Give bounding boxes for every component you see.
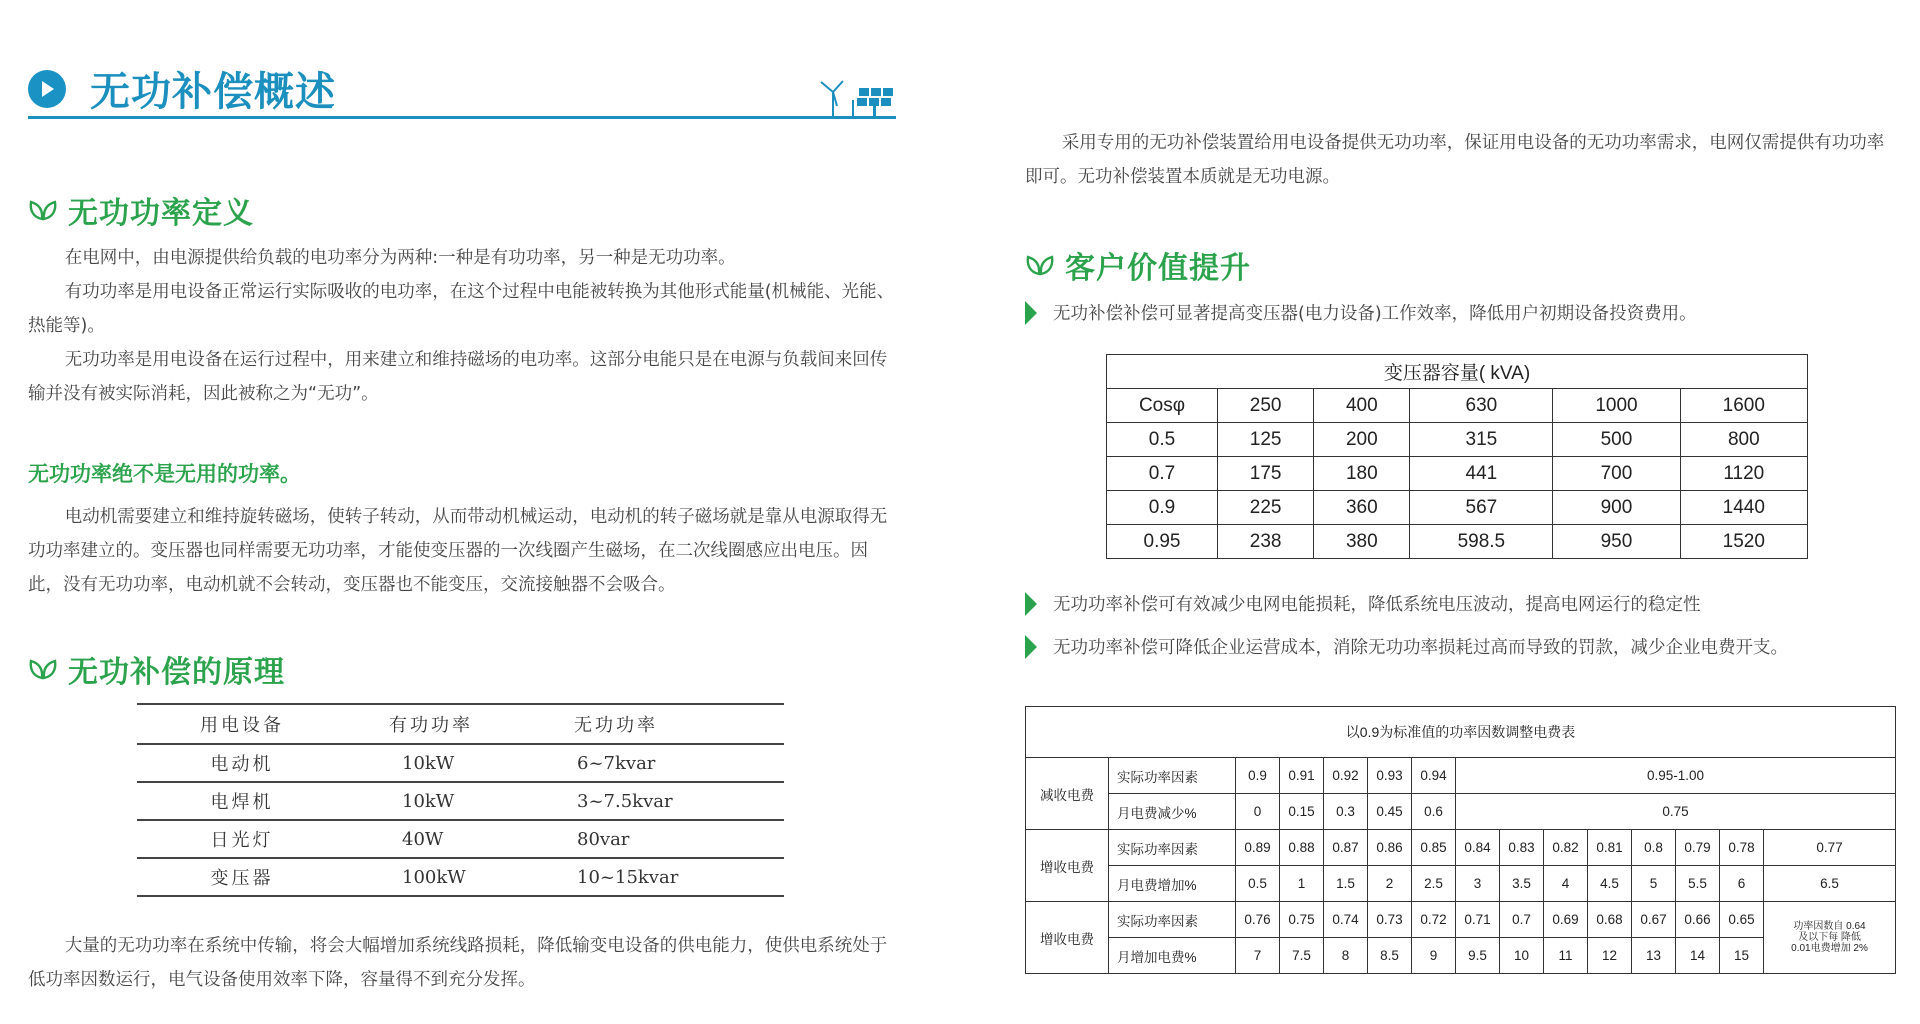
note-line: 功率因数自 0.64 <box>1793 921 1866 932</box>
table-cell: 6 <box>1720 866 1764 902</box>
table-cell: 0.82 <box>1544 830 1588 866</box>
table-cell: 4.5 <box>1588 866 1632 902</box>
table-header-row <box>1107 389 1808 423</box>
wind-solar-icon <box>815 78 905 120</box>
column-header: 400 <box>1314 389 1410 423</box>
page-title: 无功补偿概述 <box>90 69 336 115</box>
table-title: 以0.9为标准值的功率因数调整电费表 <box>1026 707 1896 758</box>
table-cell: 0.9 <box>1236 758 1280 794</box>
column-header: 有功功率 <box>347 704 532 744</box>
table-cell: 6~7kvar <box>532 744 784 782</box>
table-row <box>1107 457 1808 491</box>
table-cell: 180 <box>1314 457 1410 491</box>
table-cell: 360 <box>1314 491 1410 525</box>
row-label: 月电费增加% <box>1109 866 1236 902</box>
row-label: 实际功率因素 <box>1109 758 1236 794</box>
column-header: 用电设备 <box>137 704 347 744</box>
table-cell: 441 <box>1410 457 1553 491</box>
bullet-item: 无功功率补偿可降低企业运营成本，消除无功功率损耗过高而导致的罚款，减少企业电费开支。 <box>1025 634 1788 659</box>
table-cell: 3.5 <box>1500 866 1544 902</box>
table-cell: 0.8 <box>1632 830 1676 866</box>
subsection-heading: 无功功率绝不是无用的功率。 <box>28 462 301 486</box>
table-cell: 电动机 <box>137 744 347 782</box>
table-cell: 3~7.5kvar <box>532 782 784 820</box>
table-cell: 0.7 <box>1107 457 1218 491</box>
table-cell: 0.75 <box>1280 902 1324 938</box>
table-cell: 0.84 <box>1456 830 1500 866</box>
section-heading-definition: 无功功率定义 <box>28 188 254 232</box>
column-header: 1000 <box>1553 389 1680 423</box>
table-cell: 0.67 <box>1632 902 1676 938</box>
table-cell: 380 <box>1314 525 1410 559</box>
group-label: 增收电费 <box>1026 830 1109 902</box>
table-title-row <box>1026 707 1896 758</box>
table-cell: 175 <box>1218 457 1314 491</box>
table-row <box>1026 758 1896 794</box>
table-row <box>137 782 784 820</box>
column-header: 630 <box>1410 389 1553 423</box>
table-cell: 0.93 <box>1368 758 1412 794</box>
table-cell: 变压器 <box>137 858 347 896</box>
table-row <box>137 744 784 782</box>
table-cell: 12 <box>1588 938 1632 974</box>
table-cell: 0.68 <box>1588 902 1632 938</box>
table-cell: 1 <box>1280 866 1324 902</box>
table-row <box>137 858 784 896</box>
table-cell: 0 <box>1236 794 1280 830</box>
table-cell: 7.5 <box>1280 938 1324 974</box>
paragraph: 大量的无功功率在系统中传输，将会大幅增加系统线路损耗，降低输变电设备的供电能力，使供电系统处于低功率因数运行，电气设备使用效率下降，容量得不到充分发挥。 <box>28 936 888 990</box>
leaf-icon <box>28 658 58 680</box>
paragraph: 有功功率是用电设备正常运行实际吸收的电功率，在这个过程中电能被转换为其他形式能量(机械能、光能、热能等)。 <box>28 282 895 336</box>
table-cell: 0.89 <box>1236 830 1280 866</box>
table-cell: 225 <box>1218 491 1314 525</box>
table-cell: 0.7 <box>1500 902 1544 938</box>
table-cell: 950 <box>1553 525 1680 559</box>
group-label: 增收电费 <box>1026 902 1109 974</box>
table-note <box>1764 902 1896 974</box>
table-cell: 0.95-1.00 <box>1456 758 1896 794</box>
table-cell: 3 <box>1456 866 1500 902</box>
subsection-text <box>28 500 896 602</box>
table-cell: 1520 <box>1680 525 1807 559</box>
table-cell: 10~15kvar <box>532 858 784 896</box>
table-cell: 0.83 <box>1500 830 1544 866</box>
table-cell: 0.91 <box>1280 758 1324 794</box>
table-cell: 日光灯 <box>137 820 347 858</box>
table-cell: 电焊机 <box>137 782 347 820</box>
table-cell: 0.45 <box>1368 794 1412 830</box>
table-cell: 10kW <box>347 782 532 820</box>
table-cell: 0.73 <box>1368 902 1412 938</box>
table-cell: 4 <box>1544 866 1588 902</box>
table-cell: 200 <box>1314 423 1410 457</box>
table-cell: 0.88 <box>1280 830 1324 866</box>
table-cell: 598.5 <box>1410 525 1553 559</box>
table-cell: 6.5 <box>1764 866 1896 902</box>
column-header: Cosφ <box>1107 389 1218 423</box>
group-label: 减收电费 <box>1026 758 1109 830</box>
bullet-item: 无功功率补偿可有效减少电网电能损耗，降低系统电压波动，提高电网运行的稳定性 <box>1025 591 1701 616</box>
table-cell: 0.6 <box>1412 794 1456 830</box>
table-cell: 500 <box>1553 423 1680 457</box>
principle-text <box>28 929 896 997</box>
table-cell: 9.5 <box>1456 938 1500 974</box>
table-cell: 0.72 <box>1412 902 1456 938</box>
leaf-icon <box>1025 254 1055 276</box>
table-cell: 0.79 <box>1676 830 1720 866</box>
table-cell: 0.85 <box>1412 830 1456 866</box>
leaf-icon <box>28 199 58 221</box>
section-heading-value: 客户价值提升 <box>1025 243 1251 287</box>
table-cell: 0.86 <box>1368 830 1412 866</box>
table-cell: 0.92 <box>1324 758 1368 794</box>
table-cell: 14 <box>1676 938 1720 974</box>
transformer-capacity-table <box>1106 354 1808 559</box>
table-cell: 8.5 <box>1368 938 1412 974</box>
table-cell: 13 <box>1632 938 1676 974</box>
table-cell: 0.65 <box>1720 902 1764 938</box>
table-header-row <box>137 704 784 744</box>
table-cell: 0.71 <box>1456 902 1500 938</box>
table-cell: 0.74 <box>1324 902 1368 938</box>
table-row <box>1107 525 1808 559</box>
table-cell: 10kW <box>347 744 532 782</box>
table-cell: 0.78 <box>1720 830 1764 866</box>
table-cell: 0.77 <box>1764 830 1896 866</box>
table-cell: 0.94 <box>1412 758 1456 794</box>
table-row <box>1107 491 1808 525</box>
table-cell: 80var <box>532 820 784 858</box>
header-rule <box>28 116 896 119</box>
section-heading-principle: 无功补偿的原理 <box>28 647 285 691</box>
table-cell: 0.3 <box>1324 794 1368 830</box>
table-row <box>1026 830 1896 866</box>
table-cell: 40W <box>347 820 532 858</box>
table-cell: 700 <box>1553 457 1680 491</box>
table-cell: 9 <box>1412 938 1456 974</box>
bullet-triangle-icon <box>1025 301 1037 325</box>
power-factor-fee-table <box>1025 706 1896 974</box>
table-cell: 0.9 <box>1107 491 1218 525</box>
table-cell: 7 <box>1236 938 1280 974</box>
paragraph: 无功功率是用电设备在运行过程中，用来建立和维持磁场的电功率。这部分电能只是在电源与负载间来回传输并没有被实际消耗，因此被称之为“无功”。 <box>28 350 888 404</box>
table-cell: 315 <box>1410 423 1553 457</box>
table-cell: 1.5 <box>1324 866 1368 902</box>
table-cell: 5 <box>1632 866 1676 902</box>
header-arrow-icon <box>28 70 66 108</box>
row-label: 月电费减少% <box>1109 794 1236 830</box>
table-cell: 0.15 <box>1280 794 1324 830</box>
table-cell: 900 <box>1553 491 1680 525</box>
table-cell: 1120 <box>1680 457 1807 491</box>
table-cell: 1440 <box>1680 491 1807 525</box>
table-cell: 0.95 <box>1107 525 1218 559</box>
column-header: 250 <box>1218 389 1314 423</box>
table-row <box>1026 866 1896 902</box>
row-label: 实际功率因素 <box>1109 830 1236 866</box>
column-header: 1600 <box>1680 389 1807 423</box>
intro-text <box>1025 126 1897 194</box>
device-power-table <box>137 703 784 897</box>
table-cell: 2 <box>1368 866 1412 902</box>
table-cell: 10 <box>1500 938 1544 974</box>
table-cell: 567 <box>1410 491 1553 525</box>
table-cell: 11 <box>1544 938 1588 974</box>
table-title: 变压器容量( kVA) <box>1107 355 1808 389</box>
bullet-triangle-icon <box>1025 592 1037 616</box>
table-title-row <box>1107 355 1808 389</box>
table-cell: 0.87 <box>1324 830 1368 866</box>
table-cell: 0.81 <box>1588 830 1632 866</box>
note-line: 0.01电费增加 2% <box>1791 943 1868 954</box>
table-cell: 0.76 <box>1236 902 1280 938</box>
table-cell: 0.5 <box>1236 866 1280 902</box>
row-label: 实际功率因素 <box>1109 902 1236 938</box>
table-cell: 8 <box>1324 938 1368 974</box>
definition-text <box>28 241 896 411</box>
table-cell: 0.5 <box>1107 423 1218 457</box>
table-cell: 238 <box>1218 525 1314 559</box>
note-line: 及以下每 降低 <box>1798 932 1861 943</box>
table-cell: 100kW <box>347 858 532 896</box>
table-cell: 5.5 <box>1676 866 1720 902</box>
bullet-triangle-icon <box>1025 635 1037 659</box>
table-cell: 15 <box>1720 938 1764 974</box>
table-cell: 0.69 <box>1544 902 1588 938</box>
table-cell: 125 <box>1218 423 1314 457</box>
table-row <box>137 820 784 858</box>
table-cell: 0.75 <box>1456 794 1896 830</box>
column-header: 无功功率 <box>532 704 784 744</box>
paragraph: 电动机需要建立和维持旋转磁场，使转子转动，从而带动机械运动，电动机的转子磁场就是靠从电源取得无功功率建立的。变压器也同样需要无功功率，才能使变压器的一次线圈产生磁场，在二次线圈感应出电压。因此，没有无功功率，电动机就不会转动，变压器也不能变压，交流接触器不会吸合。 <box>28 507 888 595</box>
row-label: 月增加电费% <box>1109 938 1236 974</box>
paragraph: 在电网中，由电源提供给负载的电功率分为两种:一种是有功功率，另一种是无功功率。 <box>64 248 736 268</box>
table-cell: 800 <box>1680 423 1807 457</box>
paragraph: 采用专用的无功补偿装置给用电设备提供无功功率，保证用电设备的无功功率需求，电网仅需提供有功功率即可。无功补偿装置本质就是无功电源。 <box>1025 133 1885 187</box>
table-cell: 2.5 <box>1412 866 1456 902</box>
table-cell: 0.66 <box>1676 902 1720 938</box>
table-row <box>1107 423 1808 457</box>
bullet-item: 无功补偿补偿可显著提高变压器(电力设备)工作效率，降低用户初期设备投资费用。 <box>1025 300 1697 325</box>
table-row <box>1026 794 1896 830</box>
table-row <box>1026 902 1896 938</box>
